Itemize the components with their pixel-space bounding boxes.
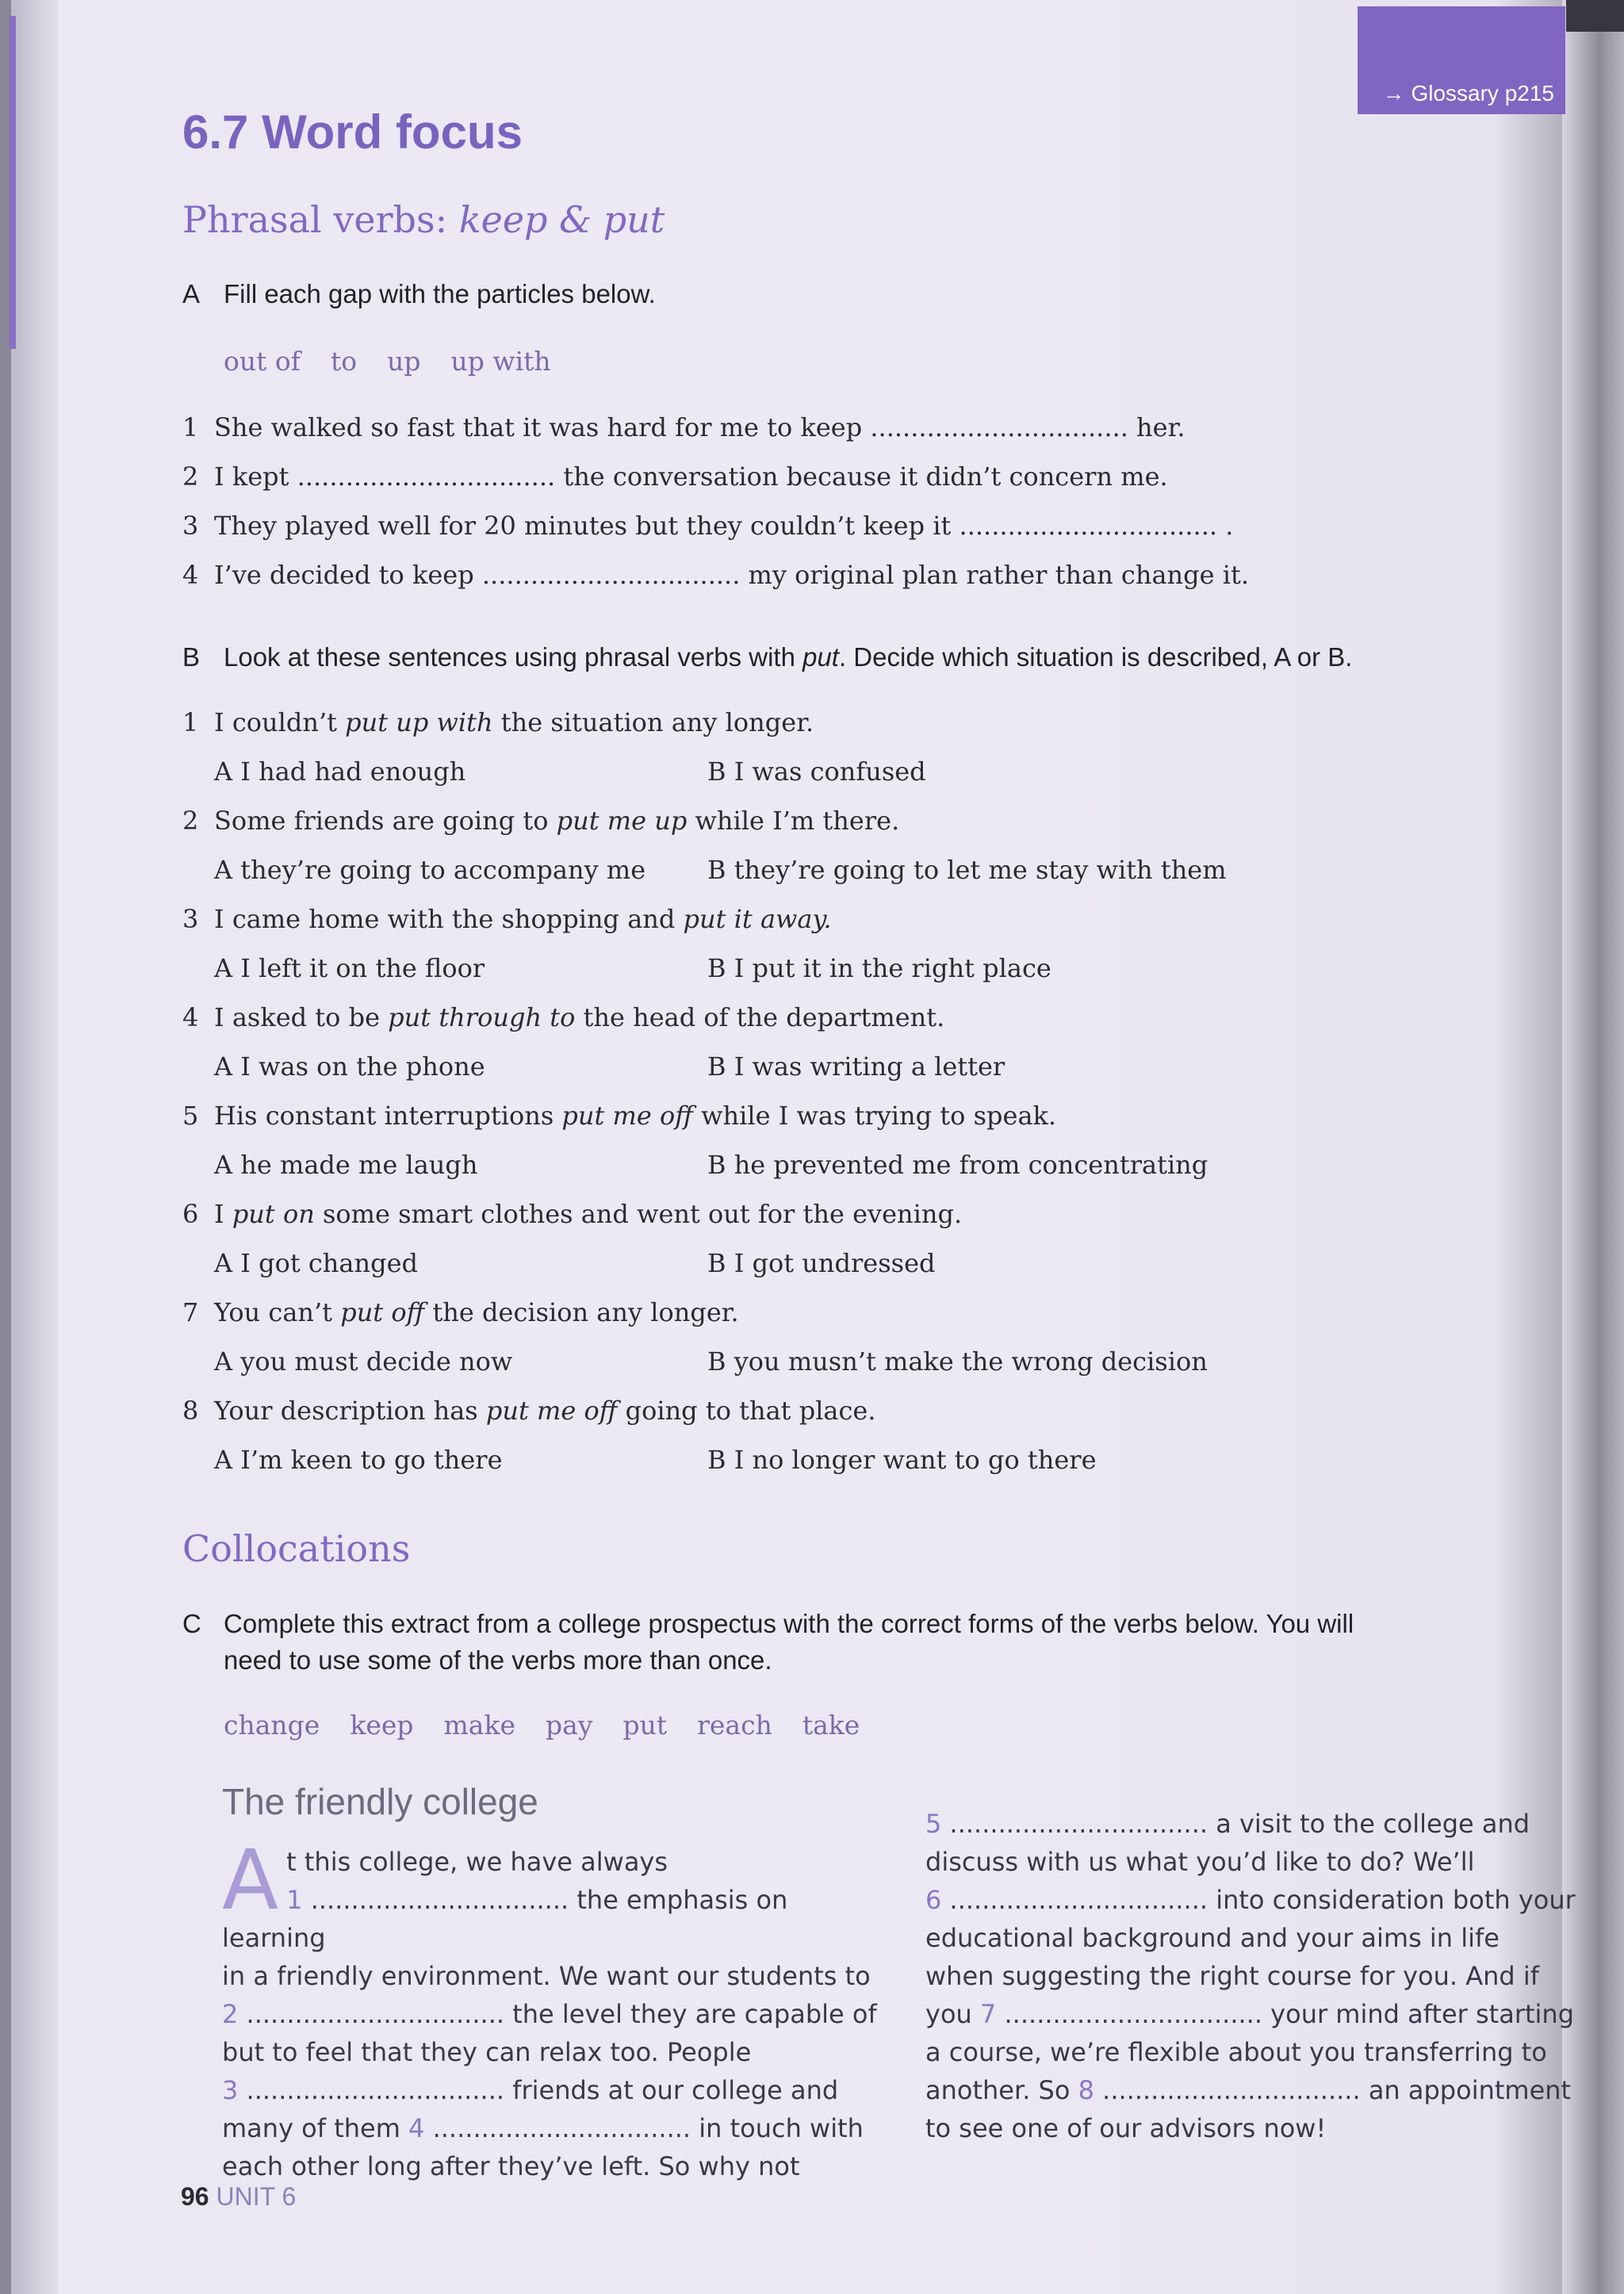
item-text: You can’t — [214, 1297, 341, 1327]
item-text: while I’m there. — [687, 806, 900, 836]
phrasal-verb: put it away. — [683, 904, 832, 934]
word-bank-item: make — [443, 1710, 516, 1741]
extract-line — [222, 1957, 880, 1995]
item-number: 3 — [182, 511, 199, 541]
line-text: ................................ the emphasis on learning — [222, 1885, 788, 1953]
item-text: His constant interruptions — [214, 1101, 562, 1131]
item-number: 3 — [182, 904, 199, 934]
line-text: you — [925, 1999, 980, 2029]
word-bank-item: change — [224, 1710, 320, 1741]
phrasal-verb: put on — [232, 1199, 315, 1229]
extract-line — [222, 2071, 880, 2109]
item-number: 7 — [182, 1297, 199, 1327]
line-text: but to feel that they can relax too. People — [222, 2037, 752, 2067]
word-bank-item: reach — [697, 1710, 772, 1741]
word-bank-item: pay — [546, 1710, 593, 1741]
extract-line — [925, 1843, 1584, 1881]
exercise-a-instruction — [182, 276, 656, 312]
option-b: B I put it in the right place — [707, 953, 1051, 983]
word-bank-item: to — [330, 346, 358, 377]
item-text: She walked so fast that it was hard for me to keep ................................ her. — [214, 412, 1185, 442]
instruction-text: Fill each gap with the particles below. — [224, 279, 656, 308]
item-number: 1 — [182, 412, 199, 442]
extract-line — [925, 1995, 1584, 2033]
extract-line — [222, 2033, 880, 2071]
line-text: ................................ in touch with — [424, 2113, 864, 2143]
exercise-b-item — [182, 1199, 962, 1229]
exercise-b-item — [182, 904, 831, 934]
word-bank-a — [224, 346, 581, 377]
instruction-text: . Decide which situation is described, A or B. — [838, 642, 1353, 672]
word-bank-item: out of — [224, 346, 301, 377]
line-text: another. So — [925, 2075, 1078, 2105]
line-text: ................................ friends at our college and — [238, 2075, 839, 2105]
line-text: t this college, we have always — [286, 1847, 668, 1877]
item-number: 4 — [182, 560, 199, 590]
exercise-letter: B — [182, 642, 201, 672]
line-text: ................................ an appointment — [1094, 2075, 1572, 2105]
item-number: 1 — [182, 707, 199, 737]
line-text: many of them — [222, 2113, 409, 2143]
item-text: the head of the department. — [575, 1002, 945, 1032]
gap-number: 5 — [925, 1809, 942, 1839]
heading-prefix: Phrasal verbs: — [182, 198, 459, 241]
purple-edge-strip — [10, 16, 16, 349]
word-bank-item: up with — [450, 346, 551, 377]
line-text: in a friendly environment. We want our students to — [222, 1961, 871, 1991]
option-a: A I left it on the floor — [214, 953, 485, 983]
option-b: B you musn’t make the wrong decision — [707, 1346, 1208, 1377]
exercise-b-instruction — [182, 639, 1352, 676]
section-heading-collocations: Collocations — [182, 1527, 411, 1570]
word-bank-item: keep — [350, 1710, 414, 1741]
word-bank-c — [224, 1710, 890, 1741]
gap-number: 3 — [222, 2075, 239, 2105]
extract-line — [222, 2147, 880, 2185]
phrasal-verb: put through to — [388, 1002, 576, 1032]
instruction-text: need to use some of the verbs more than once. — [224, 1645, 772, 1675]
extract-title: The friendly college — [222, 1781, 538, 1822]
page-title: 6.7 Word focus — [182, 105, 523, 159]
exercise-b-item — [182, 1396, 876, 1426]
line-text: a course, we’re flexible about you transferring to — [925, 2037, 1547, 2067]
phrasal-verb: put up with — [345, 707, 493, 737]
extract-line — [222, 1843, 880, 1881]
line-text: each other long after they’ve left. So why not — [222, 2151, 800, 2181]
page-number: 96 — [181, 2182, 209, 2211]
exercise-b-item — [182, 1002, 944, 1032]
line-text: ................................ your mind after starting — [996, 1999, 1575, 2029]
glossary-link[interactable] — [1358, 6, 1565, 114]
item-text: going to that place. — [617, 1396, 876, 1426]
exercise-b-item — [182, 1297, 739, 1327]
line-text: ................................ a visit to the college and — [941, 1809, 1530, 1839]
item-text: I’ve decided to keep ................................ my original plan rather than change it. — [214, 560, 1249, 590]
page-footer — [181, 2182, 296, 2212]
line-text: discuss with us what you’d like to do? We’ll — [925, 1847, 1475, 1877]
word-bank-item: up — [387, 346, 421, 377]
option-b: B I no longer want to go there — [707, 1445, 1097, 1475]
extract-right-column — [925, 1805, 1584, 2147]
exercise-b-item — [182, 707, 814, 737]
gap-number: 4 — [408, 2113, 425, 2143]
extract-left-column — [222, 1832, 880, 2185]
item-text: They played well for 20 minutes but they couldn’t keep it ................................ . — [214, 511, 1234, 541]
extract-line — [925, 1881, 1584, 1919]
extract-line — [925, 2071, 1584, 2109]
heading-italic: keep & put — [458, 198, 665, 241]
extract-line — [925, 2033, 1584, 2071]
line-text: educational background and your aims in life — [925, 1923, 1500, 1953]
item-text: the decision any longer. — [424, 1297, 739, 1327]
item-text: Your description has — [214, 1396, 486, 1426]
instruction-text: Look at these sentences using phrasal verbs with — [224, 642, 803, 672]
gap-number: 1 — [286, 1885, 303, 1915]
line-text: to see one of our advisors now! — [925, 2113, 1327, 2143]
option-b: B I was writing a letter — [707, 1051, 1005, 1082]
item-text: the situation any longer. — [492, 707, 814, 737]
item-text: while I was trying to speak. — [692, 1101, 1057, 1131]
section-heading-phrasal-verbs — [182, 198, 665, 241]
option-b: B they’re going to let me stay with them — [707, 855, 1227, 885]
item-text: some smart clothes and went out for the evening. — [314, 1199, 963, 1229]
exercise-letter: C — [182, 1609, 201, 1638]
extract-line — [925, 1919, 1584, 1957]
spine-shadow — [11, 0, 59, 2294]
word-bank-item: take — [802, 1710, 860, 1741]
instruction-italic: put — [802, 642, 839, 672]
gap-number: 7 — [979, 1999, 997, 2029]
item-text: I came home with the shopping and — [214, 904, 684, 934]
glossary-label: Glossary p215 — [1411, 81, 1554, 105]
line-text: ................................ the level they are capable of — [238, 1999, 877, 2029]
item-number: 8 — [182, 1396, 199, 1426]
item-number: 4 — [182, 1002, 199, 1032]
option-a: A he made me laugh — [214, 1150, 478, 1180]
extract-line — [925, 2109, 1584, 2147]
instruction-text: Complete this extract from a college prospectus with the correct forms of the verbs below. You will — [224, 1609, 1354, 1638]
extract-line — [925, 1957, 1584, 1995]
exercise-b-item — [182, 1101, 1056, 1131]
exercise-b-item — [182, 806, 899, 836]
extract-line — [222, 1995, 880, 2033]
item-number: 2 — [182, 461, 199, 492]
exercise-a-item — [182, 412, 1185, 442]
item-text: I kept ................................ the conversation because it didn’t concern me. — [214, 461, 1168, 492]
item-text: I couldn’t — [214, 707, 346, 737]
phrasal-verb: put me up — [556, 806, 688, 836]
item-number: 6 — [182, 1199, 199, 1229]
option-a: A I had had enough — [214, 756, 466, 787]
option-a: A you must decide now — [214, 1346, 513, 1377]
extract-line — [222, 1881, 880, 1957]
gap-number: 8 — [1078, 2075, 1094, 2105]
option-b: B I was confused — [707, 756, 926, 787]
phrasal-verb: put me off — [561, 1101, 693, 1131]
unit-label: UNIT 6 — [216, 2182, 297, 2211]
arrow-right-icon: → — [1382, 81, 1405, 105]
option-b: B he prevented me from concentrating — [707, 1150, 1208, 1180]
item-number: 5 — [182, 1101, 199, 1131]
gap-number: 2 — [222, 1999, 239, 2029]
exercise-a-item — [182, 461, 1168, 492]
item-text: I — [214, 1199, 232, 1229]
exercise-a-item — [182, 560, 1249, 590]
item-text: Some friends are going to — [214, 806, 557, 836]
line-text: ................................ into consideration both your — [941, 1885, 1576, 1915]
option-a: A I got changed — [214, 1248, 418, 1278]
word-bank-item: put — [622, 1710, 668, 1741]
exercise-c-instruction — [182, 1606, 1354, 1679]
option-b: B I got undressed — [707, 1248, 936, 1278]
extract-line — [222, 2109, 880, 2147]
phrasal-verb: put off — [340, 1297, 425, 1327]
line-text: when suggesting the right course for you. And if — [925, 1961, 1540, 1991]
option-a: A I’m keen to go there — [214, 1445, 503, 1475]
extract-line — [925, 1805, 1584, 1843]
exercise-a-item — [182, 511, 1233, 541]
drop-cap: A — [222, 1832, 279, 1928]
gap-number: 6 — [925, 1885, 942, 1915]
corner-shadow — [1566, 0, 1624, 32]
option-a: A I was on the phone — [214, 1051, 485, 1082]
option-a: A they’re going to accompany me — [214, 855, 646, 885]
phrasal-verb: put me off — [485, 1396, 618, 1426]
item-number: 2 — [182, 806, 199, 836]
exercise-letter: A — [182, 279, 201, 308]
item-text: I asked to be — [214, 1002, 389, 1032]
